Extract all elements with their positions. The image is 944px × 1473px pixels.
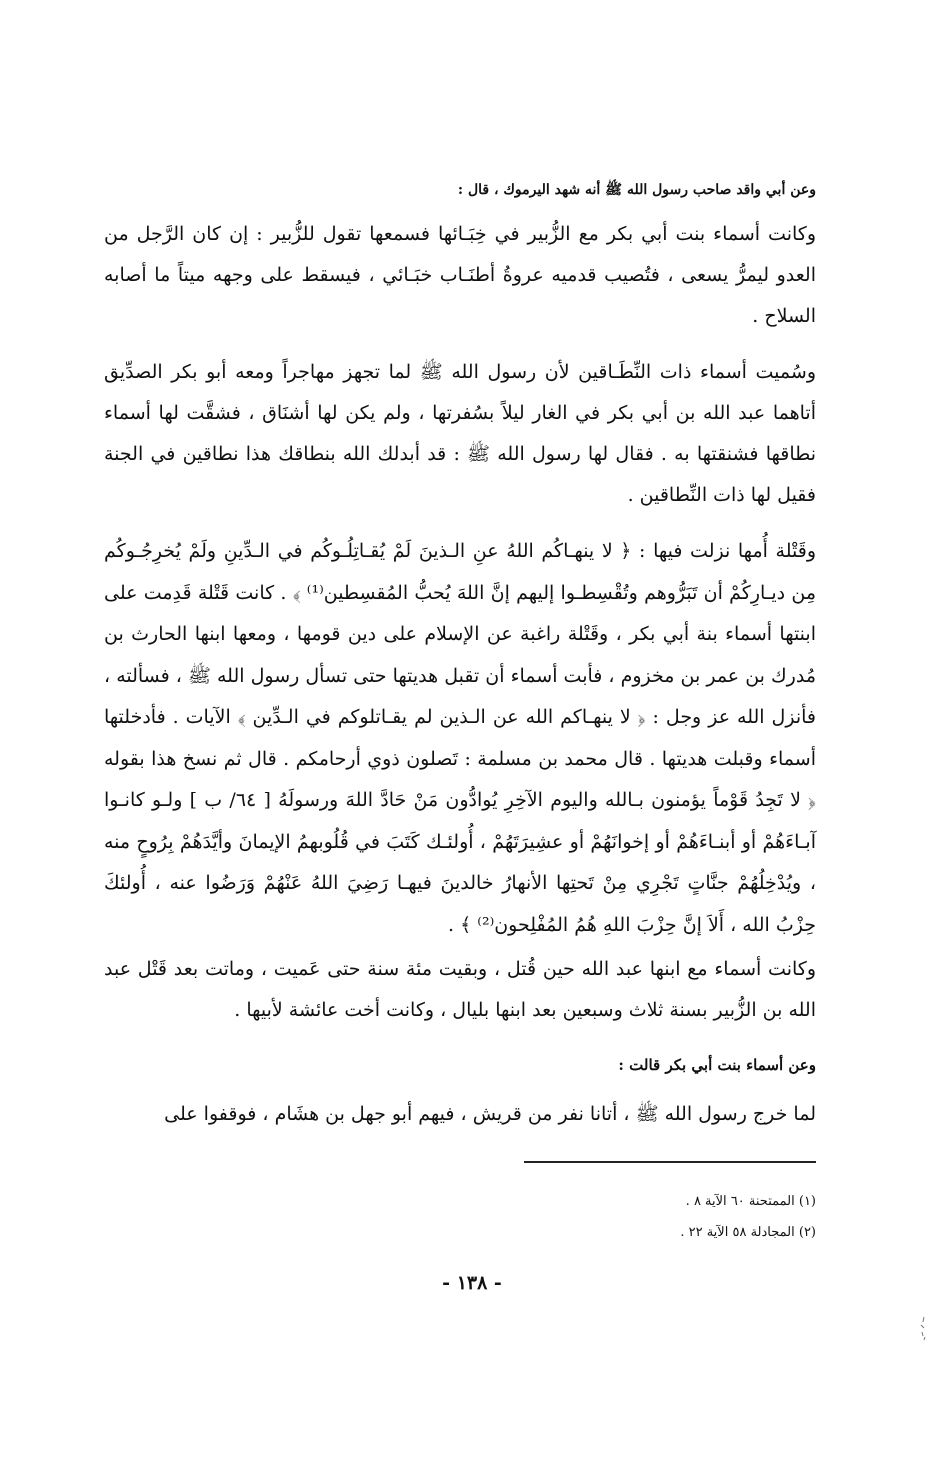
paragraph-asma-death: وكانت أسماء مع ابنها عبد الله حين قُتل ، وبقيت مئة سنة حتى عَميت ، وماتت بعد قَتْل عبد الله بن الزُّبير بسنة ثلاث وسبعين بعد ابنها بليال ، وكانت أخت عائشة لأبيها . <box>104 958 816 1021</box>
footnotes <box>424 1186 816 1248</box>
paragraph-two-belts: وسُميت أسماء ذات النِّطَـاقين لأن رسول الله ﷺ لما تجهز مهاجراً ومعه أبو بكر الصدِّيق أتاهما عبد الله بن أبي بكر في الغار ليلاً بسُفرتها ، ولم يكن لها أشنَاق ، فشقَّت لها أسماء نطاقها فشنقتها به . فقال لها رسول الله ﷺ : قد أبدلك الله بنطاقك هذا نطاقين في الجنة فقيل لها ذات النِّطاقين . <box>104 361 816 506</box>
narration-intro-second: وعن أسماء بنت أبي بكر قالت : <box>618 1056 816 1074</box>
scan-speck-icon <box>918 1315 928 1341</box>
footnote-divider <box>524 1161 816 1163</box>
paragraph-prophet-departure: لما خرج رسول الله ﷺ ، أتانا نفر من قريش ، فيهم أبو جهل بن هشَام ، فوقفوا على <box>164 1103 816 1125</box>
paragraph-qatla-verse: وقَتْلة أُمها نزلت فيها : ﴿ لا ينهـاكُم اللهُ عنِ الـذينَ لَمْ يُقـاتِلُـوكُم في الـدِّينِ ولَمْ يُخرِجُـوكُم مِن ديـارِكُمْ أن تَبَرُّوهم وتُقْسِطـوا إليهم إنَّ اللهَ يُحبُّ المُقسِطين⁽¹⁾ ﴾ . كانت قَتْلة قَدِمت على ابنتها أسماء بنة أبي بكر ، وقَتْلة راغبة عن الإسلام على دين قومها ، ومعها ابنها الحارث بن مُدرك بن عمر بن مخزوم ، فأبت أسماء أن تقبل هديتها حتى تسأل رسول الله ﷺ ، فسألته ، فأنزل الله عز وجل : ﴿ لا ينهـاكم الله عن الـذين لم يقـاتلوكم في الـدِّين ﴾ الآيات . فأدخلتها أسماء وقبلت هديتها . قال محمد بن مسلمة : تَصلون ذوي أرحامكم . قال ثم نسخ هذا بقوله ﴿ لا تَجِدُ قَوْماً يؤمنون بـالله واليوم الآخِرِ يُوادُّون مَنْ حَادَّ اللهَ ورسولَهُ [ ٦٤/ ب ] ولـو كانـوا آبـاءَهُمْ أو أبنـاءَهُمْ أو إخوانَهُمْ أو عشِيرَتَهُمْ ، أُولئـك كَتَبَ في قُلُوبهمُ الإيمانَ وأيَّدَهُمْ بِرُوحٍ منه ، ويُدْخِلُهُمْ جنَّاتٍ تَجْرِي مِنْ تَحتِها الأنهارُ خالدينَ فيهـا رَضِيَ اللهُ عَنْهُمْ وَرَضُوا عنه ، أُولئكَ حِزْبُ الله ، أَلاَ إنَّ حِزْبَ اللهِ هُمُ المُفْلِحون⁽²⁾ ﴾ . <box>104 540 816 936</box>
footnote-2: (٢) المجادلة ٥٨ الآية ٢٢ . <box>680 1225 816 1240</box>
narration-intro: وعن أبي واقد صاحب رسول الله ﷺ أنه شهد اليرموك ، قال : <box>457 182 816 198</box>
page-number: - ١٣٨ - <box>442 1272 502 1294</box>
footnote-1: (١) الممتحنة ٦٠ الآية ٨ . <box>685 1194 816 1209</box>
paragraph-asma-battle: وكانت أسماء بنت أبي بكر مع الزُّبير في خِبَـائها فسمعها تقول للزُّبير : إن كان الرَّجل من العدو ليمرُّ يسعى ، فتُصيب قدميه عروةُ أطنَـاب خبَـائي ، فيسقط على وجهه ميتاً ما أصابه السلاح . <box>104 223 816 327</box>
